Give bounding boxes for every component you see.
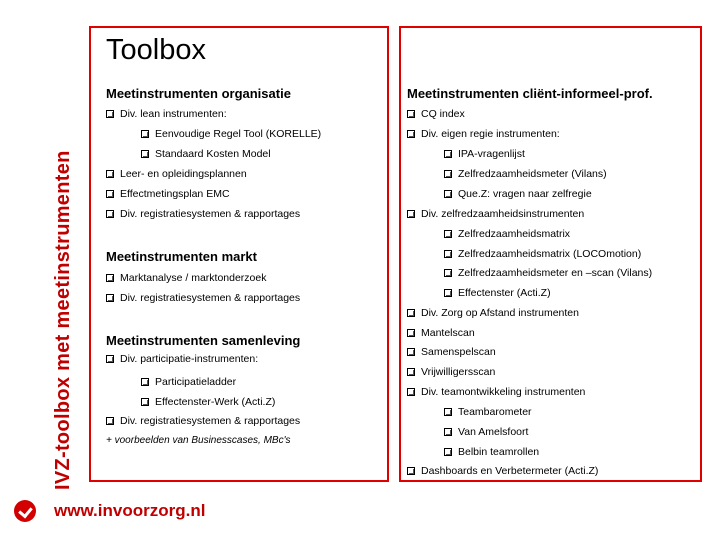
checkbox-bullet-icon xyxy=(444,408,452,416)
list-item: Leer- en opleidingsplannen xyxy=(106,168,247,180)
list-item: Div. eigen regie instrumenten: xyxy=(407,128,560,140)
checkbox-bullet-icon xyxy=(444,170,452,178)
list-item: Div. registratiesystemen & rapportages xyxy=(106,415,300,427)
list-item: Div. teamontwikkeling instrumenten xyxy=(407,386,585,398)
checkbox-bullet-icon xyxy=(444,428,452,436)
checkbox-bullet-icon xyxy=(106,190,114,198)
checkbox-bullet-icon xyxy=(106,110,114,118)
checkbox-bullet-icon xyxy=(407,130,415,138)
checkbox-bullet-icon xyxy=(106,294,114,302)
list-item: Div. lean instrumenten: xyxy=(106,108,227,120)
checkbox-bullet-icon xyxy=(444,289,452,297)
list-item: Effectenster (Acti.Z) xyxy=(444,287,551,299)
checkbox-bullet-icon xyxy=(106,210,114,218)
list-item: Div. zelfredzaamheidsinstrumenten xyxy=(407,208,584,220)
checkbox-bullet-icon xyxy=(407,467,415,475)
checkbox-bullet-icon xyxy=(106,417,114,425)
list-item: Zelfredzaamheidsmatrix xyxy=(444,228,570,240)
list-item: Div. Zorg op Afstand instrumenten xyxy=(407,307,579,319)
list-item: Zelfredzaamheidsmeter en –scan (Vilans) xyxy=(444,267,652,279)
checkmark-logo-icon xyxy=(14,500,36,522)
checkbox-bullet-icon xyxy=(444,190,452,198)
list-item: IPA-vragenlijst xyxy=(444,148,525,160)
list-item: Vrijwilligersscan xyxy=(407,366,495,378)
list-item: Div. registratiesystemen & rapportages xyxy=(106,208,300,220)
checkbox-bullet-icon xyxy=(407,348,415,356)
list-item: Zelfredzaamheidsmeter (Vilans) xyxy=(444,168,607,180)
checkbox-bullet-icon xyxy=(106,170,114,178)
checkbox-bullet-icon xyxy=(407,388,415,396)
heading-markt: Meetinstrumenten markt xyxy=(106,249,257,264)
list-item: Participatieladder xyxy=(141,376,236,388)
footer-logo[interactable] xyxy=(14,500,205,522)
website-link[interactable]: www.invoorzorg.nl xyxy=(54,501,206,520)
list-item: Effectmetingsplan EMC xyxy=(106,188,230,200)
checkbox-bullet-icon xyxy=(444,269,452,277)
checkbox-bullet-icon xyxy=(141,398,149,406)
list-item: Teambarometer xyxy=(444,406,532,418)
page-title: Toolbox xyxy=(106,34,206,66)
list-item: Que.Z: vragen naar zelfregie xyxy=(444,188,592,200)
checkbox-bullet-icon xyxy=(444,250,452,258)
list-item: Div. participatie-instrumenten: xyxy=(106,353,258,365)
list-item: Effectenster-Werk (Acti.Z) xyxy=(141,396,275,408)
checkbox-bullet-icon xyxy=(106,274,114,282)
checkbox-bullet-icon xyxy=(407,210,415,218)
sidebar-title xyxy=(0,0,74,490)
list-item: Dashboards en Verbetermeter (Acti.Z) xyxy=(407,465,598,477)
list-item: CQ index xyxy=(407,108,465,120)
sidebar-title-text: IVZ-toolbox met meetinstrumenten xyxy=(52,150,74,490)
list-item: Samenspelscan xyxy=(407,346,496,358)
checkbox-bullet-icon xyxy=(444,448,452,456)
heading-organisatie: Meetinstrumenten organisatie xyxy=(106,86,291,101)
list-item: Div. registratiesystemen & rapportages xyxy=(106,292,300,304)
list-item: Zelfredzaamheidsmatrix (LOCOmotion) xyxy=(444,248,641,260)
list-item: Mantelscan xyxy=(407,327,475,339)
businesscase-note: + voorbeelden van Businesscases, MBc's xyxy=(106,435,291,446)
checkbox-bullet-icon xyxy=(407,110,415,118)
checkbox-bullet-icon xyxy=(141,378,149,386)
checkbox-bullet-icon xyxy=(407,309,415,317)
checkbox-bullet-icon xyxy=(106,355,114,363)
checkbox-bullet-icon xyxy=(407,329,415,337)
list-item: Marktanalyse / marktonderzoek xyxy=(106,272,266,284)
checkbox-bullet-icon xyxy=(444,150,452,158)
heading-client: Meetinstrumenten cliënt-informeel-prof. xyxy=(407,86,653,101)
list-item: Standaard Kosten Model xyxy=(141,148,271,160)
checkbox-bullet-icon xyxy=(407,368,415,376)
checkbox-bullet-icon xyxy=(141,130,149,138)
checkbox-bullet-icon xyxy=(141,150,149,158)
checkbox-bullet-icon xyxy=(444,230,452,238)
list-item: Eenvoudige Regel Tool (KORELLE) xyxy=(141,128,321,140)
list-item: Belbin teamrollen xyxy=(444,446,539,458)
list-item: Van Amelsfoort xyxy=(444,426,528,438)
heading-samenleving: Meetinstrumenten samenleving xyxy=(106,333,301,348)
